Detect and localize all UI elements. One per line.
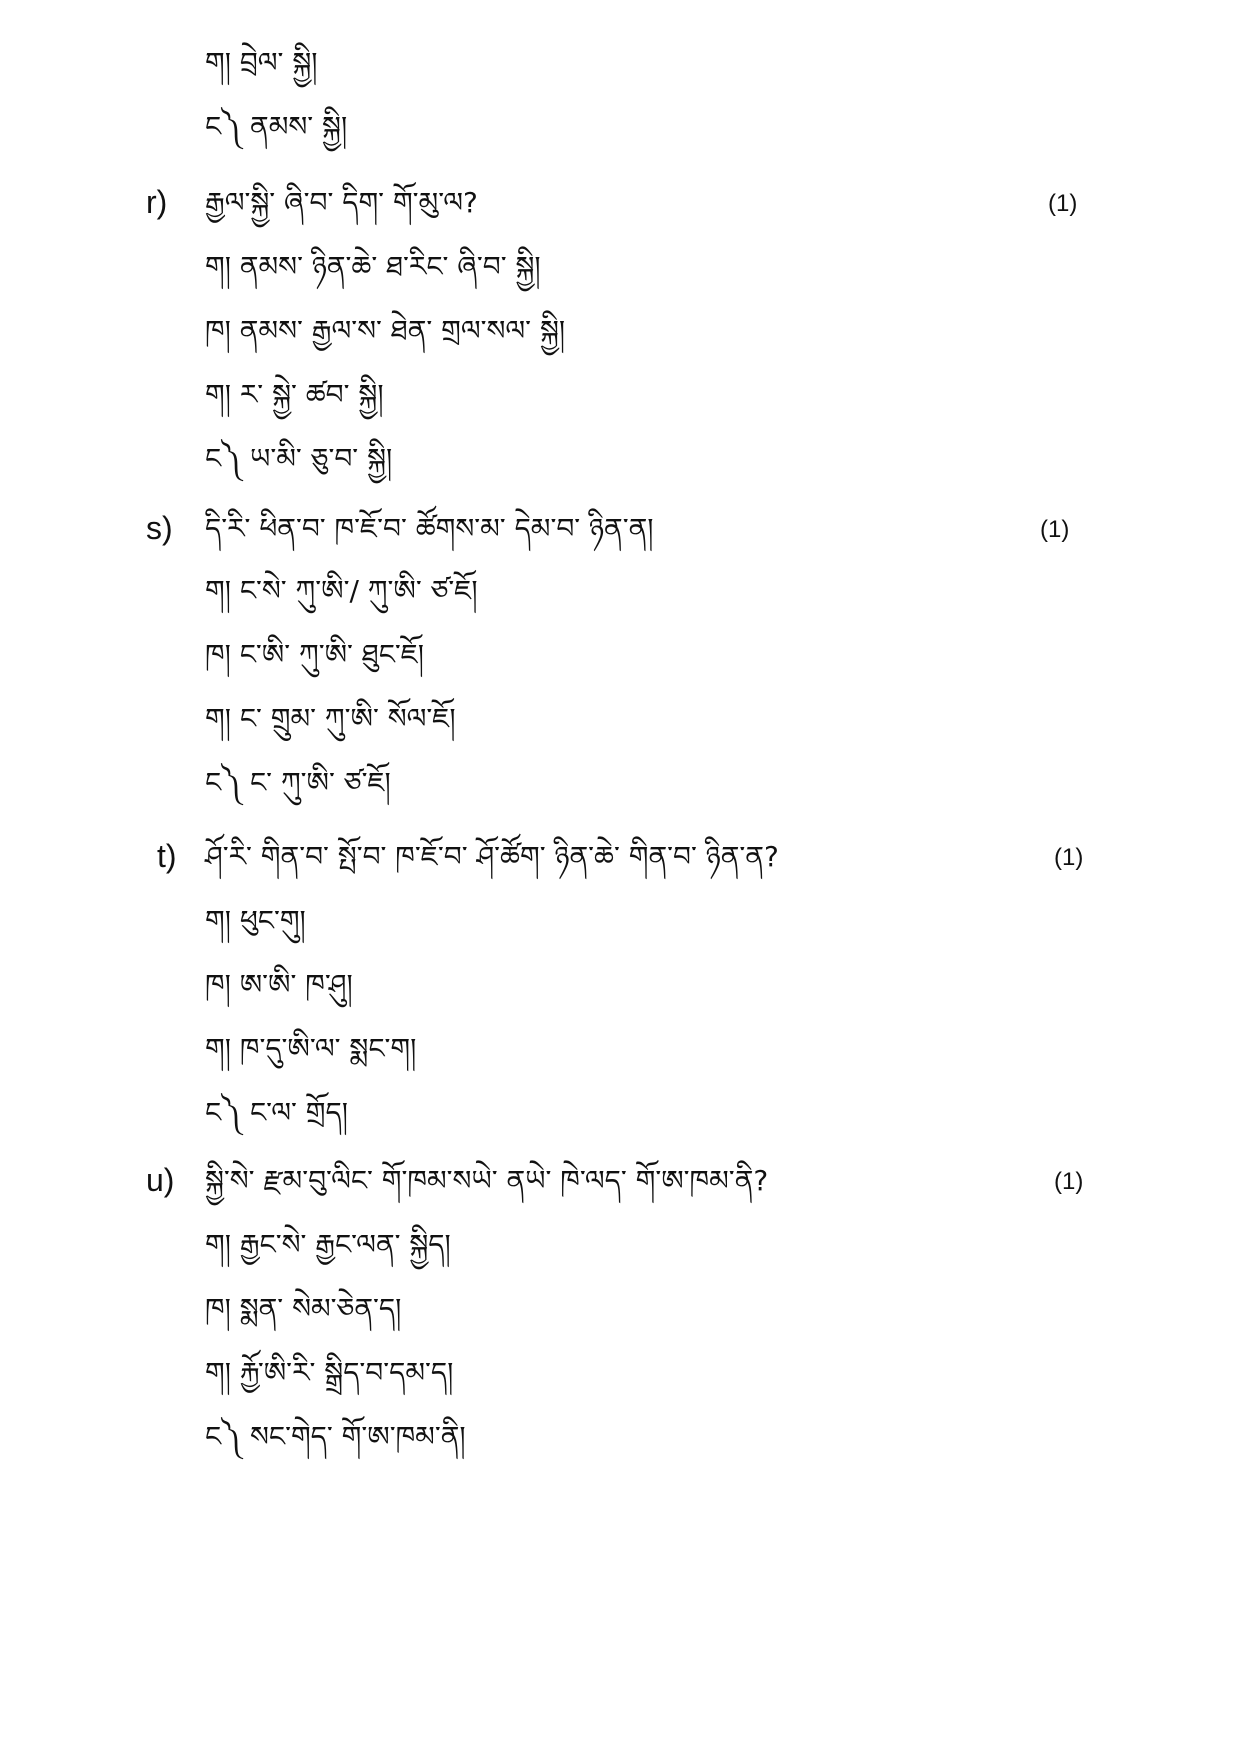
question-row bbox=[0, 180, 1241, 224]
option-row bbox=[0, 1286, 1241, 1330]
option-label: ང་སེ་ ཀུ་ཨི་/ ཀུ་ཨི་ ཙ་ཇོ། bbox=[239, 574, 478, 607]
option-text bbox=[205, 1418, 466, 1456]
option-letter: ག། bbox=[205, 46, 231, 79]
option-row bbox=[0, 308, 1241, 352]
option-letter: ག། bbox=[205, 1356, 231, 1389]
option-row bbox=[0, 1026, 1241, 1070]
option-row bbox=[0, 898, 1241, 942]
option-row bbox=[0, 568, 1241, 612]
option-row bbox=[0, 962, 1241, 1006]
option-row bbox=[0, 632, 1241, 676]
option-row bbox=[0, 1414, 1241, 1458]
question-row bbox=[0, 506, 1241, 550]
question-text: ཤོ་རི་ གིན་བ་ སྤོ་བ་ ཁ་ཇོ་བ་ ཤོ་ཚོག་ ཉིན་ཆེ་ གིན་བ་ ཉིན་ན? bbox=[205, 840, 779, 873]
option-text bbox=[205, 700, 456, 738]
option-letter: ཁ། bbox=[205, 1292, 231, 1325]
option-text bbox=[205, 1226, 451, 1264]
question-number: u) bbox=[146, 1162, 175, 1198]
option-label: སྨན་ སེམ་ཅེན་ད། bbox=[239, 1292, 402, 1325]
question-number: s) bbox=[146, 510, 173, 546]
question-row bbox=[0, 1158, 1241, 1202]
option-label: ང་ཨི་ ཀུ་ཨི་ ཐུང་ཇོ། bbox=[239, 638, 425, 671]
option-row bbox=[0, 1090, 1241, 1134]
option-label: ཡ་མི་ ཅུ་བ་ སྐྱི། bbox=[250, 442, 393, 475]
question-marks: (1) bbox=[1040, 516, 1070, 543]
option-letter: ང༽ bbox=[205, 442, 242, 475]
question-marks: (1) bbox=[1054, 844, 1084, 871]
option-letter: ག། bbox=[205, 702, 231, 735]
option-row bbox=[0, 244, 1241, 288]
option-label: ང་ ཀུ་ཨི་ ཙ་ཇོ། bbox=[250, 766, 391, 799]
option-letter: ག། bbox=[205, 574, 231, 607]
option-letter: ང༽ bbox=[205, 1420, 242, 1453]
question-row bbox=[0, 834, 1241, 878]
option-text bbox=[205, 440, 392, 478]
option-letter: ཁ། bbox=[205, 638, 231, 671]
option-letter: ག། bbox=[205, 1228, 231, 1261]
option-label: ནམས་ རྒྱལ་ས་ ཐེན་ གྲལ་སལ་ སྐྱི། bbox=[239, 314, 566, 347]
option-text bbox=[205, 1094, 348, 1132]
option-label: སང་གེད་ གོ་ཨ་ཁམ་ནི། bbox=[250, 1420, 466, 1453]
option-text bbox=[205, 312, 565, 350]
option-label: ཕུང་གུ། bbox=[239, 904, 306, 937]
option-row bbox=[0, 760, 1241, 804]
question-text: རྒྱལ་སྐྱི་ ཞི་བ་ དིག་ གོ་མུ་ལ? bbox=[205, 186, 478, 219]
option-label: རྐྱོ་ཨི་རི་ སྒྲིད་བ་དམ་ད། bbox=[239, 1356, 454, 1389]
option-row bbox=[0, 436, 1241, 480]
option-text bbox=[205, 902, 306, 940]
question-number: r) bbox=[146, 184, 168, 220]
option-text bbox=[205, 376, 384, 414]
option-text bbox=[205, 764, 391, 802]
option-text bbox=[205, 1290, 401, 1328]
option-letter: ང༽ bbox=[205, 110, 242, 143]
option-text bbox=[205, 1354, 453, 1392]
option-row bbox=[0, 40, 1241, 84]
option-letter: ཁ། bbox=[205, 314, 231, 347]
option-label: ར་ སྐྱེ་ ཚབ་ སྐྱི། bbox=[239, 378, 384, 411]
option-label: བྲེལ་ སྐྱི། bbox=[239, 46, 318, 79]
question-text: སྐྱི་སེ་ རྫམ་བུ་ལིང་ གོ་ཁམ་སཡེ་ ནཡེ་ ཁེ་ལད་ གོ་ཨ་ཁམ་ནི? bbox=[205, 1164, 769, 1197]
option-letter: ཁ། bbox=[205, 968, 231, 1001]
option-row bbox=[0, 1222, 1241, 1266]
question-marks: (1) bbox=[1048, 190, 1078, 217]
option-letter: ག། bbox=[205, 250, 231, 283]
option-text bbox=[205, 1030, 416, 1068]
question-marks: (1) bbox=[1054, 1168, 1084, 1195]
question-text: དི་རི་ ཕིན་བ་ ཁ་ཇོ་བ་ ཚོགས་མ་ དེམ་བ་ ཉིན་ན། bbox=[205, 512, 654, 545]
option-row bbox=[0, 696, 1241, 740]
option-label: ཁ་དུ་ཨི་ལ་ སྨང་ག། bbox=[239, 1032, 417, 1065]
option-text bbox=[205, 108, 347, 146]
option-text bbox=[205, 572, 478, 610]
option-letter: ང༽ bbox=[205, 1096, 242, 1129]
option-text bbox=[205, 966, 353, 1004]
option-label: ནམས་ ཉིན་ཆེ་ ཐ་རིང་ ཞི་བ་ སྐྱི། bbox=[239, 250, 541, 283]
option-label: ང་ གྲུམ་ ཀུ་ཨི་ སོལ་ཇོ། bbox=[239, 702, 456, 735]
option-label: ཨ་ཨི་ ཁ་ཤུ། bbox=[239, 968, 353, 1001]
option-text bbox=[205, 44, 317, 82]
option-row bbox=[0, 104, 1241, 148]
option-letter: ག། bbox=[205, 1032, 231, 1065]
option-label: རྒྱང་སེ་ རྒྱང་ལན་ སྐྱིད། bbox=[239, 1228, 451, 1261]
option-label: ང་ལ་ གྲོད། bbox=[250, 1096, 348, 1129]
option-row bbox=[0, 372, 1241, 416]
option-letter: ང༽ bbox=[205, 766, 242, 799]
option-letter: ག། bbox=[205, 378, 231, 411]
option-letter: ག། bbox=[205, 904, 231, 937]
option-label: ནམས་ སྐྱི། bbox=[250, 110, 348, 143]
option-row bbox=[0, 1350, 1241, 1394]
option-text bbox=[205, 248, 541, 286]
option-text bbox=[205, 636, 424, 674]
question-number: t) bbox=[157, 838, 177, 874]
